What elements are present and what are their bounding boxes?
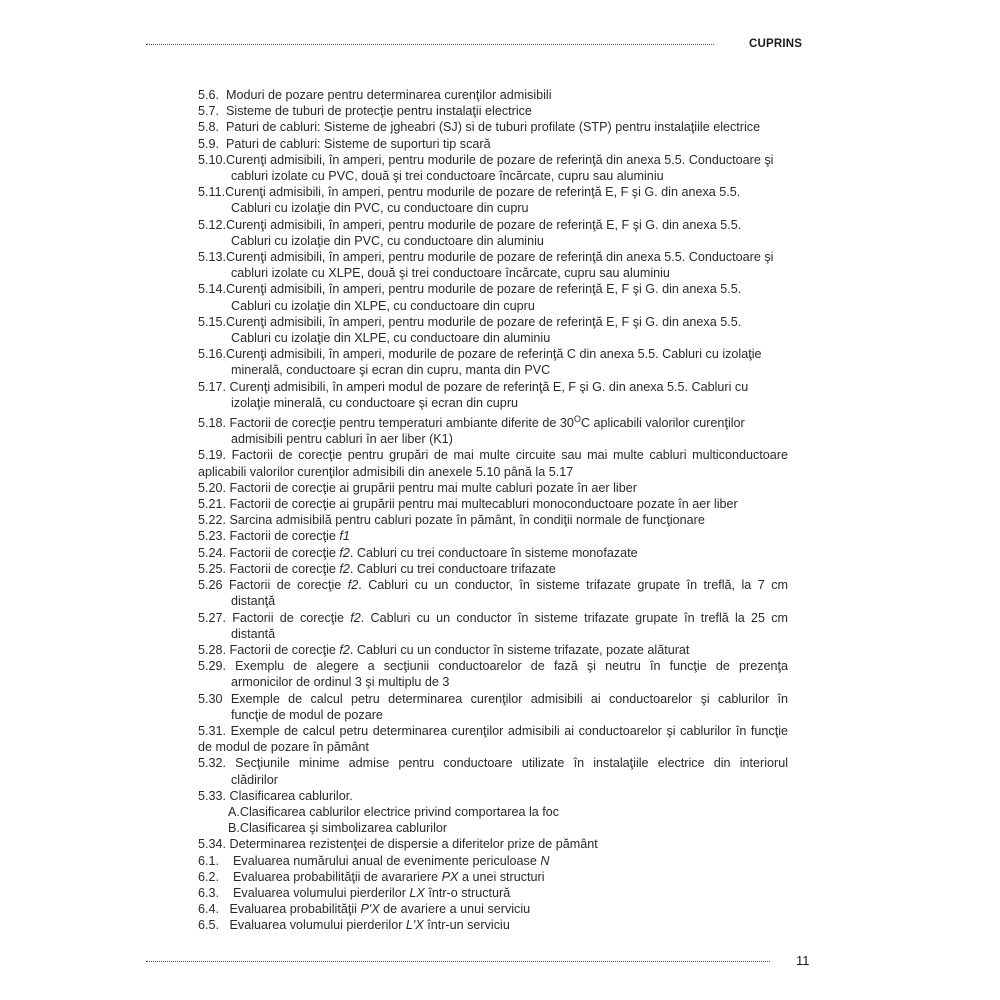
toc-entry-5-29[interactable]: 5.29. Exemplu de alegere a secţiunii conductoarelor de fază şi neutru în funcţie de prezenţa armonicilor de ordinul 3 şi multiplu de 3 <box>198 659 788 690</box>
toc-entry-5-13[interactable]: 5.13.Curenţi admisibili, în amperi, pentru modurile de pozare de referinţă din anexa 5.5. Conductoare şi cabluri izolate cu XLPE, două şi trei conductoare încărcate, cupru sau aluminiu <box>198 250 774 281</box>
degree-superscript: O <box>573 414 581 425</box>
toc-entry-5-34[interactable]: 5.34. Determinarea rezistenţei de dispersie a diferitelor prize de pământ <box>198 837 598 852</box>
toc-entry-5-20[interactable]: 5.20. Factorii de corecţie ai grupării pentru mai multe cabluri pozate în aer liber <box>198 480 637 495</box>
toc-entry-5-33[interactable]: 5.33. Clasificarea cablurilor. A.Clasificarea cablurilor electrice privind comportarea la foc B.Clasificarea şi simbolizarea cablurilor <box>198 788 788 837</box>
symbol-px: PX <box>441 869 459 884</box>
toc-entry-5-8[interactable]: 5.8. Paturi de cabluri: Sisteme de jgheabri (SJ) si de tuburi profilate (STP) pentru instalaţiile electrice <box>198 120 761 135</box>
toc-entry-5-10[interactable]: 5.10.Curenţi admisibili, în amperi, pentru modurile de pozare de referinţă din anexa 5.5. Conductoare şi cabluri izolate cu PVC, două şi trei conductoare încărcate, cupru sau aluminiu <box>198 152 774 184</box>
toc-entry-6-4[interactable]: 6.4. Evaluarea probabilităţii P'X de avariere a unui serviciu <box>198 902 531 917</box>
toc-entry-5-6[interactable]: 5.6. Moduri de pozare pentru determinarea curenţilor admisibili <box>198 88 552 102</box>
toc-entry-5-26[interactable]: 5.26 Factorii de corecţie f2. Cabluri cu un conductor, în sisteme trifazate grupate în treflă, la 7 cm distanţă <box>198 578 788 609</box>
symbol-f2: f2 <box>339 642 350 657</box>
toc-entry-5-30[interactable]: 5.30 Exemple de calcul petru determinarea curenţilor admisibili ai conductoarelor şi cablurilor în funcţie de modul de pozare <box>198 691 788 722</box>
toc-entry-5-19[interactable]: 5.19. Factorii de corecţie pentru grupări de mai multe circuite sau mai multe cabluri multiconductoare aplicabili valorilor curenţilor admisibili din anexele 5.10 până la 5.17 <box>198 448 788 479</box>
toc-entry-5-18[interactable]: 5.18. Factorii de corecţie pentru temperaturi ambiante diferite de $30^OC$ aplicabili valorilor curenţilor admisibili pentru cabluri în aer liber (K1) <box>198 414 745 447</box>
symbol-f1: f1 <box>339 529 350 544</box>
toc-entry-5-11[interactable]: 5.11.Curenţi admisibili, în amperi, pentru modurile de pozare de referinţă E, F şi G. din anexa 5.5. Cabluri cu izolaţie din PVC, cu conductoare din cupru <box>198 185 741 216</box>
toc-entry-5-12[interactable]: 5.12.Curenţi admisibili, în amperi, pentru modurile de pozare de referinţă E, F şi G. din anexa 5.5. Cabluri cu izolaţie din PVC, cu conductoare din aluminiu <box>198 217 742 248</box>
toc-entry-5-7[interactable]: 5.7. Sisteme de tuburi de protecţie pentru instalaţii electrice <box>198 104 532 119</box>
toc-entry-5-21[interactable]: 5.21. Factorii de corecţie ai grupării pentru mai multecabluri monoconductoare pozate în aer liber <box>198 497 738 512</box>
toc-entry-5-28[interactable]: 5.28. Factorii de corecţie f2. Cabluri cu un conductor în sisteme trifazate, pozate alăturat <box>198 642 690 657</box>
symbol-f2: f2 <box>339 545 350 560</box>
toc-entry-5-17[interactable]: 5.17. Curenţi admisibili, în amperi modul de pozare de referinţă E, F şi G. din anexa 5.5. Cabluri cu izolaţie minerală, cu conductoare şi ecran din cupru <box>198 379 749 410</box>
symbol-f2: f2 <box>350 610 361 625</box>
toc-entry-5-32[interactable]: 5.32. Secţiunile minime admise pentru conductoare utilizate în instalaţiile electrice din interiorul clădirilor <box>198 756 788 787</box>
toc-entry-5-24[interactable]: 5.24. Factorii de corecţie f2. Cabluri cu trei conductoare în sisteme monofazate <box>198 545 638 560</box>
toc-subentry-5-33-a[interactable]: A.Clasificarea cablurilor electrice privind comportarea la foc <box>228 804 560 819</box>
toc-entry-6-5[interactable]: 6.5. Evaluarea volumului pierderilor L'X într-un serviciu <box>198 918 510 933</box>
toc-entry-5-23[interactable]: 5.23. Factorii de corecţie f1 <box>198 529 350 544</box>
page-header-title: CUPRINS <box>749 38 803 50</box>
toc-entry-6-2[interactable]: 6.2. Evaluarea probabilităţii de avarariere PX a unei structuri <box>198 869 545 884</box>
symbol-p-prime-x: P'X <box>360 902 380 917</box>
symbol-f2: f2 <box>339 561 350 576</box>
toc-entry-5-15[interactable]: 5.15.Curenţi admisibili, în amperi, pentru modurile de pozare de referinţă E, F şi G. din anexa 5.5. Cabluri cu izolaţie din XLPE, cu conductoare din aluminiu <box>198 314 742 346</box>
toc-entry-5-27[interactable]: 5.27. Factorii de corecţie f2. Cabluri cu un conductor în sisteme trifazate grupate în treflă la 25 cm distantă <box>198 610 789 641</box>
symbol-n: N <box>540 853 550 868</box>
table-of-contents <box>198 87 788 934</box>
symbol-l-prime-x: L'X <box>405 918 424 933</box>
toc-entry-6-3[interactable]: 6.3. Evaluarea volumului pierderilor LX într-o structură <box>198 885 511 900</box>
header-dotted-rule <box>146 44 714 45</box>
toc-entry-5-14[interactable]: 5.14.Curenţi admisibili, în amperi, pentru modurile de pozare de referinţă E, F şi G. din anexa 5.5. Cabluri cu izolaţie din XLPE, cu conductoare din cupru <box>198 282 742 313</box>
page-number: 11 <box>796 953 810 968</box>
toc-subentry-5-33-b[interactable]: B.Clasificarea şi simbolizarea cablurilor <box>228 821 448 836</box>
toc-entry-5-31[interactable]: 5.31. Exemple de calcul petru determinarea curenţilor admisibili ai conductoarelor şi cablurilor în funcţie de modul de pozare în pământ <box>198 723 788 755</box>
footer-dotted-rule <box>146 961 770 962</box>
toc-entry-5-22[interactable]: 5.22. Sarcina admisibilă pentru cabluri pozate în pământ, în condiţii normale de funcţionare <box>198 513 705 528</box>
symbol-lx: LX <box>409 885 425 900</box>
toc-entry-5-16[interactable]: 5.16.Curenţi admisibili, în amperi, modurile de pozare de referinţă C din anexa 5.5. Cabluri cu izolaţie minerală, conductoare şi ecran din cupru, manta din PVC <box>198 347 762 378</box>
toc-entry-6-1[interactable]: 6.1. Evaluarea numărului anual de evenimente periculoase N <box>198 853 550 868</box>
toc-entry-5-9[interactable]: 5.9. Paturi de cabluri: Sisteme de suporturi tip scară <box>198 136 491 151</box>
toc-entry-5-25[interactable]: 5.25. Factorii de corecţie f2. Cabluri cu trei conductoare trifazate <box>198 561 556 576</box>
symbol-f2: f2 <box>347 578 359 593</box>
